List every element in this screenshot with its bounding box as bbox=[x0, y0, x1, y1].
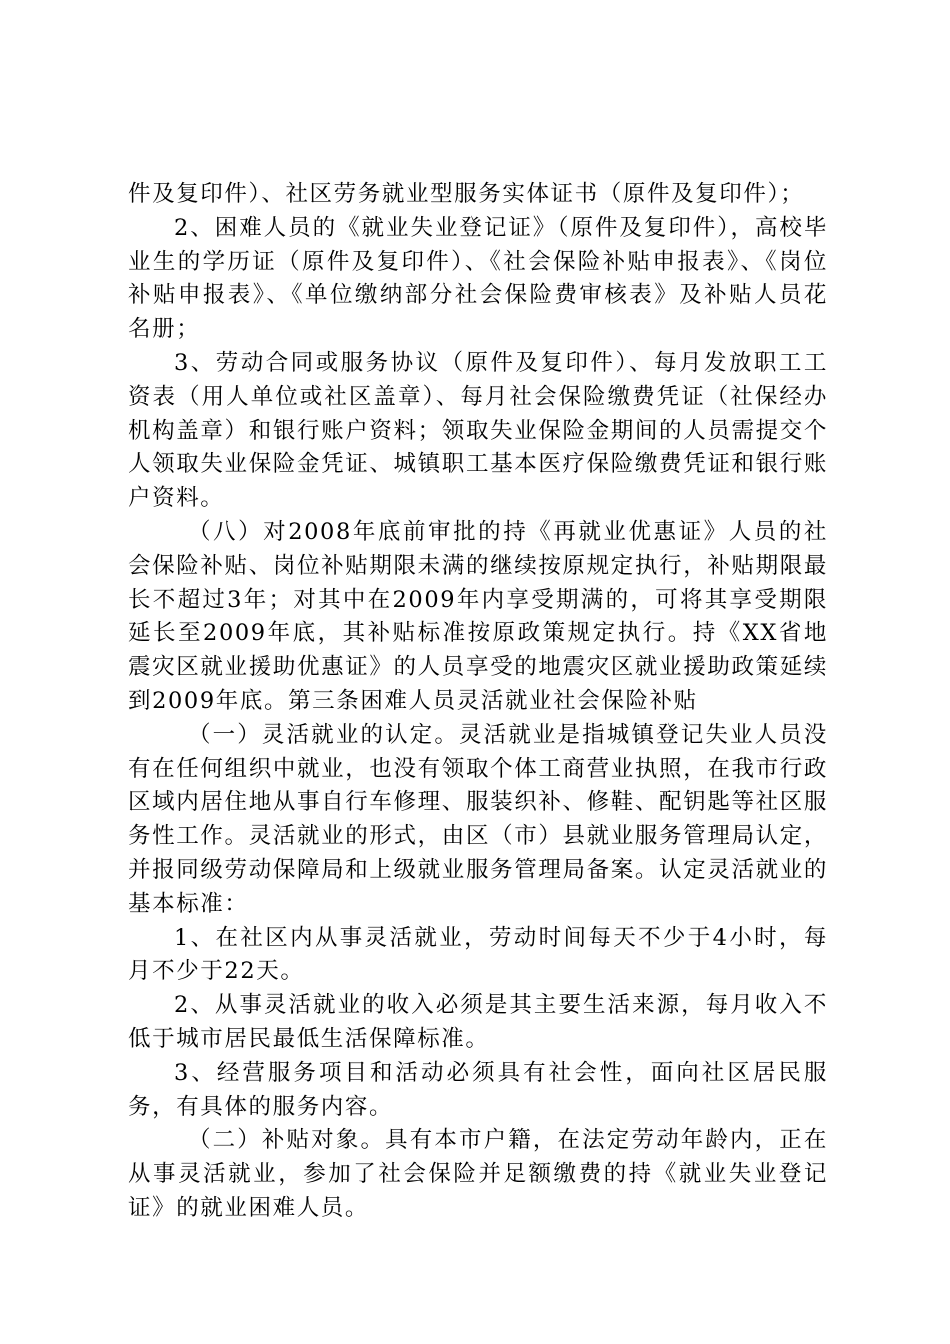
paragraph-section-1: （一）灵活就业的认定。灵活就业是指城镇登记失业人员没有在任何组织中就业，也没有领取个体工商营业执照，在我市行政区域内居住地从事自行车修理、服装织补、修鞋、配钥匙等社区服务性工作。灵活就业的形式，由区（市）县就业服务管理局认定，并报同级劳动保障局和上级就业服务管理局备案。认定灵活就业的基本标准： bbox=[128, 721, 828, 917]
paragraph-item-2: 2、困难人员的《就业失业登记证》（原件及复印件），高校毕业生的学历证（原件及复印件）、《社会保险补贴申报表》、《岗位补贴申报表》、《单位缴纳部分社会保险费审核表》及补贴人员花名册； bbox=[128, 214, 828, 343]
paragraph-section-8: （八）对2008年底前审批的持《再就业优惠证》人员的社会保险补贴、岗位补贴期限未满的继续按原规定执行，补贴期限最长不超过3年；对其中在2009年内享受期满的，可将其享受期限延长至2009年底，其补贴标准按原政策规定执行。持《XX省地震灾区就业援助优惠证》的人员享受的地震灾区就业援助政策延续到2009年底。第三条困难人员灵活就业社会保险补贴 bbox=[128, 518, 828, 714]
paragraph-item-3: 3、劳动合同或服务协议（原件及复印件）、每月发放职工工资表（用人单位或社区盖章）、每月社会保险缴费凭证（社保经办机构盖章）和银行账户资料；领取失业保险金期间的人员需提交个人领取失业保险金凭证、城镇职工基本医疗保险缴费凭证和银行账户资料。 bbox=[128, 349, 828, 512]
paragraph-standard-3: 3、经营服务项目和活动必须具有社会性，面向社区居民服务，有具体的服务内容。 bbox=[128, 1059, 828, 1120]
document-body bbox=[128, 178, 828, 1226]
paragraph-section-2: （二）补贴对象。具有本市户籍，在法定劳动年龄内，正在从事灵活就业，参加了社会保险并足额缴费的持《就业失业登记证》的就业困难人员。 bbox=[128, 1127, 828, 1221]
paragraph-standard-2: 2、从事灵活就业的收入必须是其主要生活来源，每月收入不低于城市居民最低生活保障标准。 bbox=[128, 992, 828, 1052]
paragraph-continuation: 件及复印件）、社区劳务就业型服务实体证书（原件及复印件）； bbox=[128, 181, 805, 207]
paragraph-standard-1: 1、在社区内从事灵活就业，劳动时间每天不少于4小时，每月不少于22天。 bbox=[128, 924, 828, 985]
